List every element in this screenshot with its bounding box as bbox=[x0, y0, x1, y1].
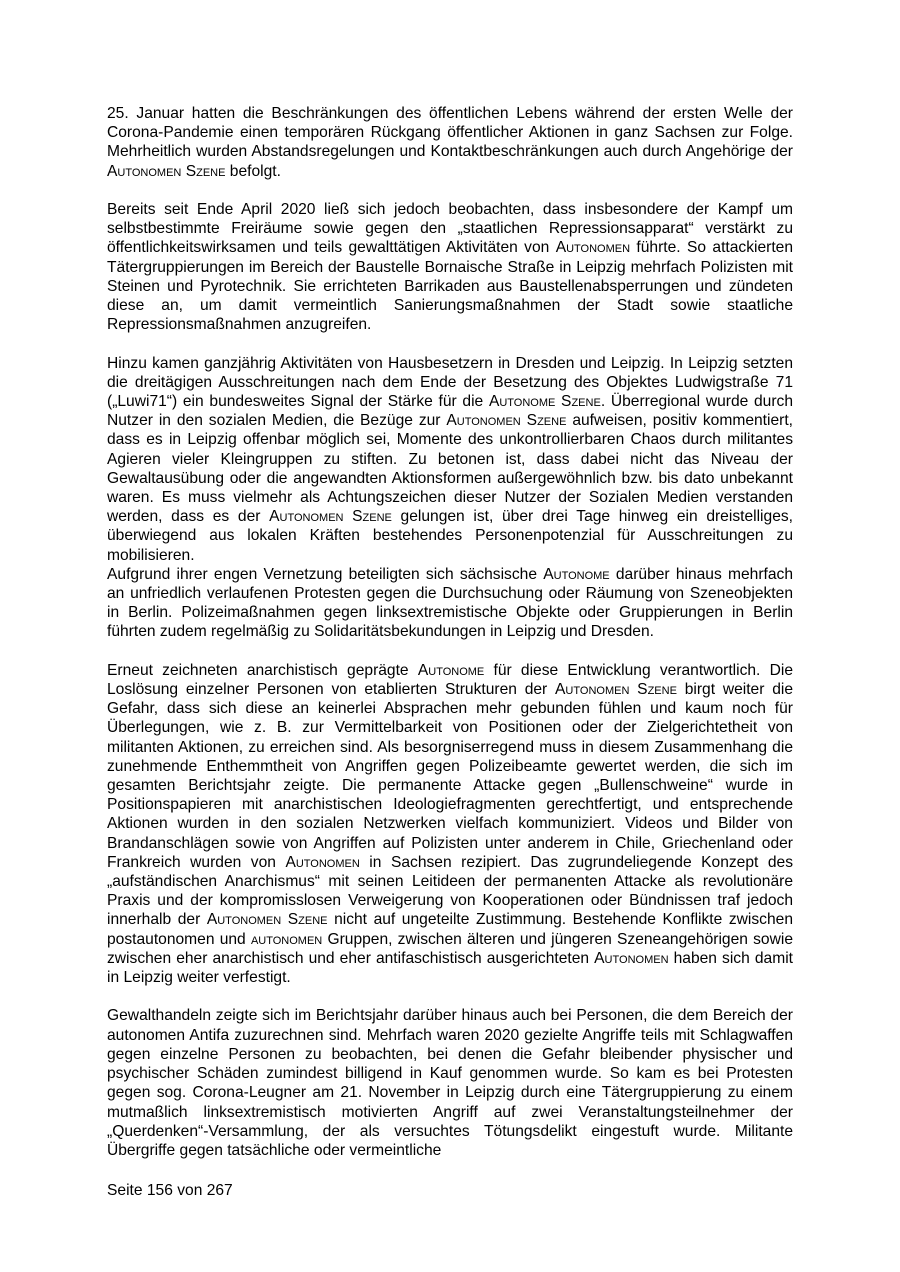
text-segment: 25. Januar hatten die Beschränkungen des öffentlichen Lebens während der ersten Welle der Corona-Pandemie einen temporären Rückgang öffentlicher Aktionen in ganz Sachsen zur Folge. Mehrheitlich wurden Abstandsregelungen und Kontaktbeschränkungen auch durch Angehörige der bbox=[107, 105, 793, 161]
text-segment: nicht auf ungeteilte Zustimmung. Bestehende Konflikte zwischen postautonomen und bbox=[107, 911, 793, 948]
small-caps-term: Autonomen Szene bbox=[107, 162, 226, 180]
page-number: Seite 156 von 267 bbox=[107, 1182, 233, 1199]
document-body bbox=[107, 104, 793, 1160]
paragraph-5 bbox=[107, 661, 793, 987]
text-segment: darüber hinaus mehrfach an unfriedlich verlaufenen Protesten gegen die Durchsuchung oder Räumung von Szeneobjekten in Berlin. Polizeimaßnahmen gegen linksextremistische Objekte oder Gruppierungen in Berlin führten zudem regelmäßig zu Solidaritätsbekundungen in Leipzig und Dresden. bbox=[107, 565, 793, 641]
small-caps-term: Autonomen Szene bbox=[269, 508, 392, 526]
text-segment: in Sachsen rezipiert. Das zugrundeliegende Konzept des „aufständischen Anarchismus“ mit seinen Leitideen der permanenten Attacke als revolutionäre Praxis und der kompromisslosen Verweigerung von Kooperationen oder Bündnissen traf jedoch innerhalb der bbox=[107, 853, 793, 929]
small-caps-term: Autonomen bbox=[555, 239, 631, 257]
text-segment: . Überregional wurde durch Nutzer in den sozialen Medien, die Bezüge zur bbox=[107, 393, 794, 430]
text-segment: Gewalthandeln zeigte sich im Berichtsjahr darüber hinaus auch bei Personen, die dem Bereich der autonomen Antifa zuzurechnen sind. Mehrfach waren 2020 gezielte Angriffe teils mit Schlagwaffen gegen einzelne Personen zu beobachten, bei denen die Gefahr bleibender physischer und psychischer Schäden zumindest billigend in Kauf genommen wurde. So kam es bei Protesten gegen sog. Corona-Leugner am 21. November in Leipzig durch eine Tätergruppierung zu einem mutmaßlich linksextremistisch motivierten Angriff auf zwei Veranstaltungsteilnehmer der „Querdenken“-Versammlung, der als versuchtes Tötungsdelikt eingestuft wurde. Militante Übergriffe gegen tatsächliche oder vermeintliche bbox=[107, 1007, 793, 1159]
small-caps-term: Autonome bbox=[543, 565, 610, 583]
small-caps-term: Autonomen Szene bbox=[555, 681, 677, 699]
small-caps-term: Autonomen Szene bbox=[206, 911, 328, 929]
text-segment: aufweisen, positiv kommentiert, dass es in Leipzig offenbar möglich sei, Momente des unkontrollierbaren Chaos durch militantes Agieren vieler Kleingruppen zu stiften. Zu betonen ist, dass dabei nicht das Niveau der Gewaltausübung oder die angewandten Aktionsformen außergewöhnlich bzw. bis dato unbekannt waren. Es muss vielmehr als Achtungszeichen dieser Nutzer der Sozialen Medien verstanden werden, dass es der bbox=[107, 412, 793, 526]
text-segment: Gruppen, zwischen älteren und jüngeren Szeneangehörigen sowie zwischen eher anarchistisch und eher antifaschistisch ausgerichteten bbox=[107, 930, 793, 967]
text-segment: Bereits seit Ende April 2020 ließ sich jedoch beobachten, dass insbesondere der Kampf um selbstbestimmte Freiräume sowie gegen den „staatlichen Repressionsapparat“ verstärkt zu öffentlichkeitswirksamen und teils gewalttätigen Aktivitäten von bbox=[107, 201, 793, 257]
small-caps-term: autonomen bbox=[250, 930, 323, 948]
text-segment: führte. So attackierten Tätergruppierungen im Bereich der Baustelle Bornaische Straße in Leipzig mehrfach Polizisten mit Steinen und Pyrotechnik. Sie errichteten Barrikaden aus Baustellenabsperrungen und zündeten diese an, um damit vermeintlich Sanierungsmaßnahmen der Stadt sowie staatliche Repressionsmaßnahmen anzugreifen. bbox=[107, 239, 794, 334]
text-segment: Hinzu kamen ganzjährig Aktivitäten von Hausbesetzern in Dresden und Leipzig. In Leipzig setzten die dreitägigen Ausschreitungen nach dem Ende der Besetzung des Objektes Ludwigstraße 71 („Luwi71“) ein bundesweites Signal der Stärke für die bbox=[107, 354, 793, 411]
small-caps-term: Autonomen bbox=[285, 853, 360, 871]
paragraph-6 bbox=[107, 1006, 793, 1160]
text-segment: Erneut zeichneten anarchistisch geprägte bbox=[107, 661, 418, 679]
paragraph-1 bbox=[107, 104, 793, 181]
paragraph-3 bbox=[107, 354, 793, 565]
small-caps-term: Autonome bbox=[417, 661, 485, 679]
text-segment: haben sich damit in Leipzig weiter verfestigt. bbox=[107, 949, 793, 987]
paragraph-4 bbox=[107, 565, 793, 642]
text-segment: für diese Entwicklung verantwortlich. Die Loslösung einzelner Personen von etablierten Strukturen der bbox=[107, 661, 794, 699]
small-caps-term: Autonome Szene bbox=[488, 393, 601, 411]
text-segment: befolgt. bbox=[225, 162, 281, 180]
small-caps-term: Autonomen Szene bbox=[446, 412, 567, 430]
small-caps-term: Autonomen bbox=[594, 949, 669, 967]
text-segment: Aufgrund ihrer engen Vernetzung beteiligten sich sächsische bbox=[107, 565, 544, 583]
text-segment: gelungen ist, über drei Tage hinweg ein dreistelliges, überwiegend aus lokalen Kräften bestehendes Personenpotenzial für Ausschreitungen zu mobilisieren. bbox=[107, 508, 793, 564]
text-segment: birgt weiter die Gefahr, dass sich diese an keinerlei Absprachen mehr gebunden fühlen und kaum noch für Überlegungen, wie z. B. zur Vermittelbarkeit von Positionen oder der Zielgerichtetheit von militanten Aktionen, zu erreichen sind. Als besorgniserregend muss in diesem Zusammenhang die zunehmende Enthemmtheit von Angriffen gegen Polizeibeamte gewertet werden, die sich im gesamten Berichtsjahr zeigte. Die permanente Attacke gegen „Bullenschweine“ wurde in Positionspapieren mit anarchistischen Ideologiefragmenten gerechtfertigt, und entsprechende Aktionen wurden in den sozialen Netzwerken vielfach kommuniziert. Videos und Bilder von Brandanschlägen sowie von Angriffen auf Polizisten unter anderem in Chile, Griechenland oder Frankreich wurden von bbox=[107, 681, 793, 871]
paragraph-2 bbox=[107, 200, 793, 334]
